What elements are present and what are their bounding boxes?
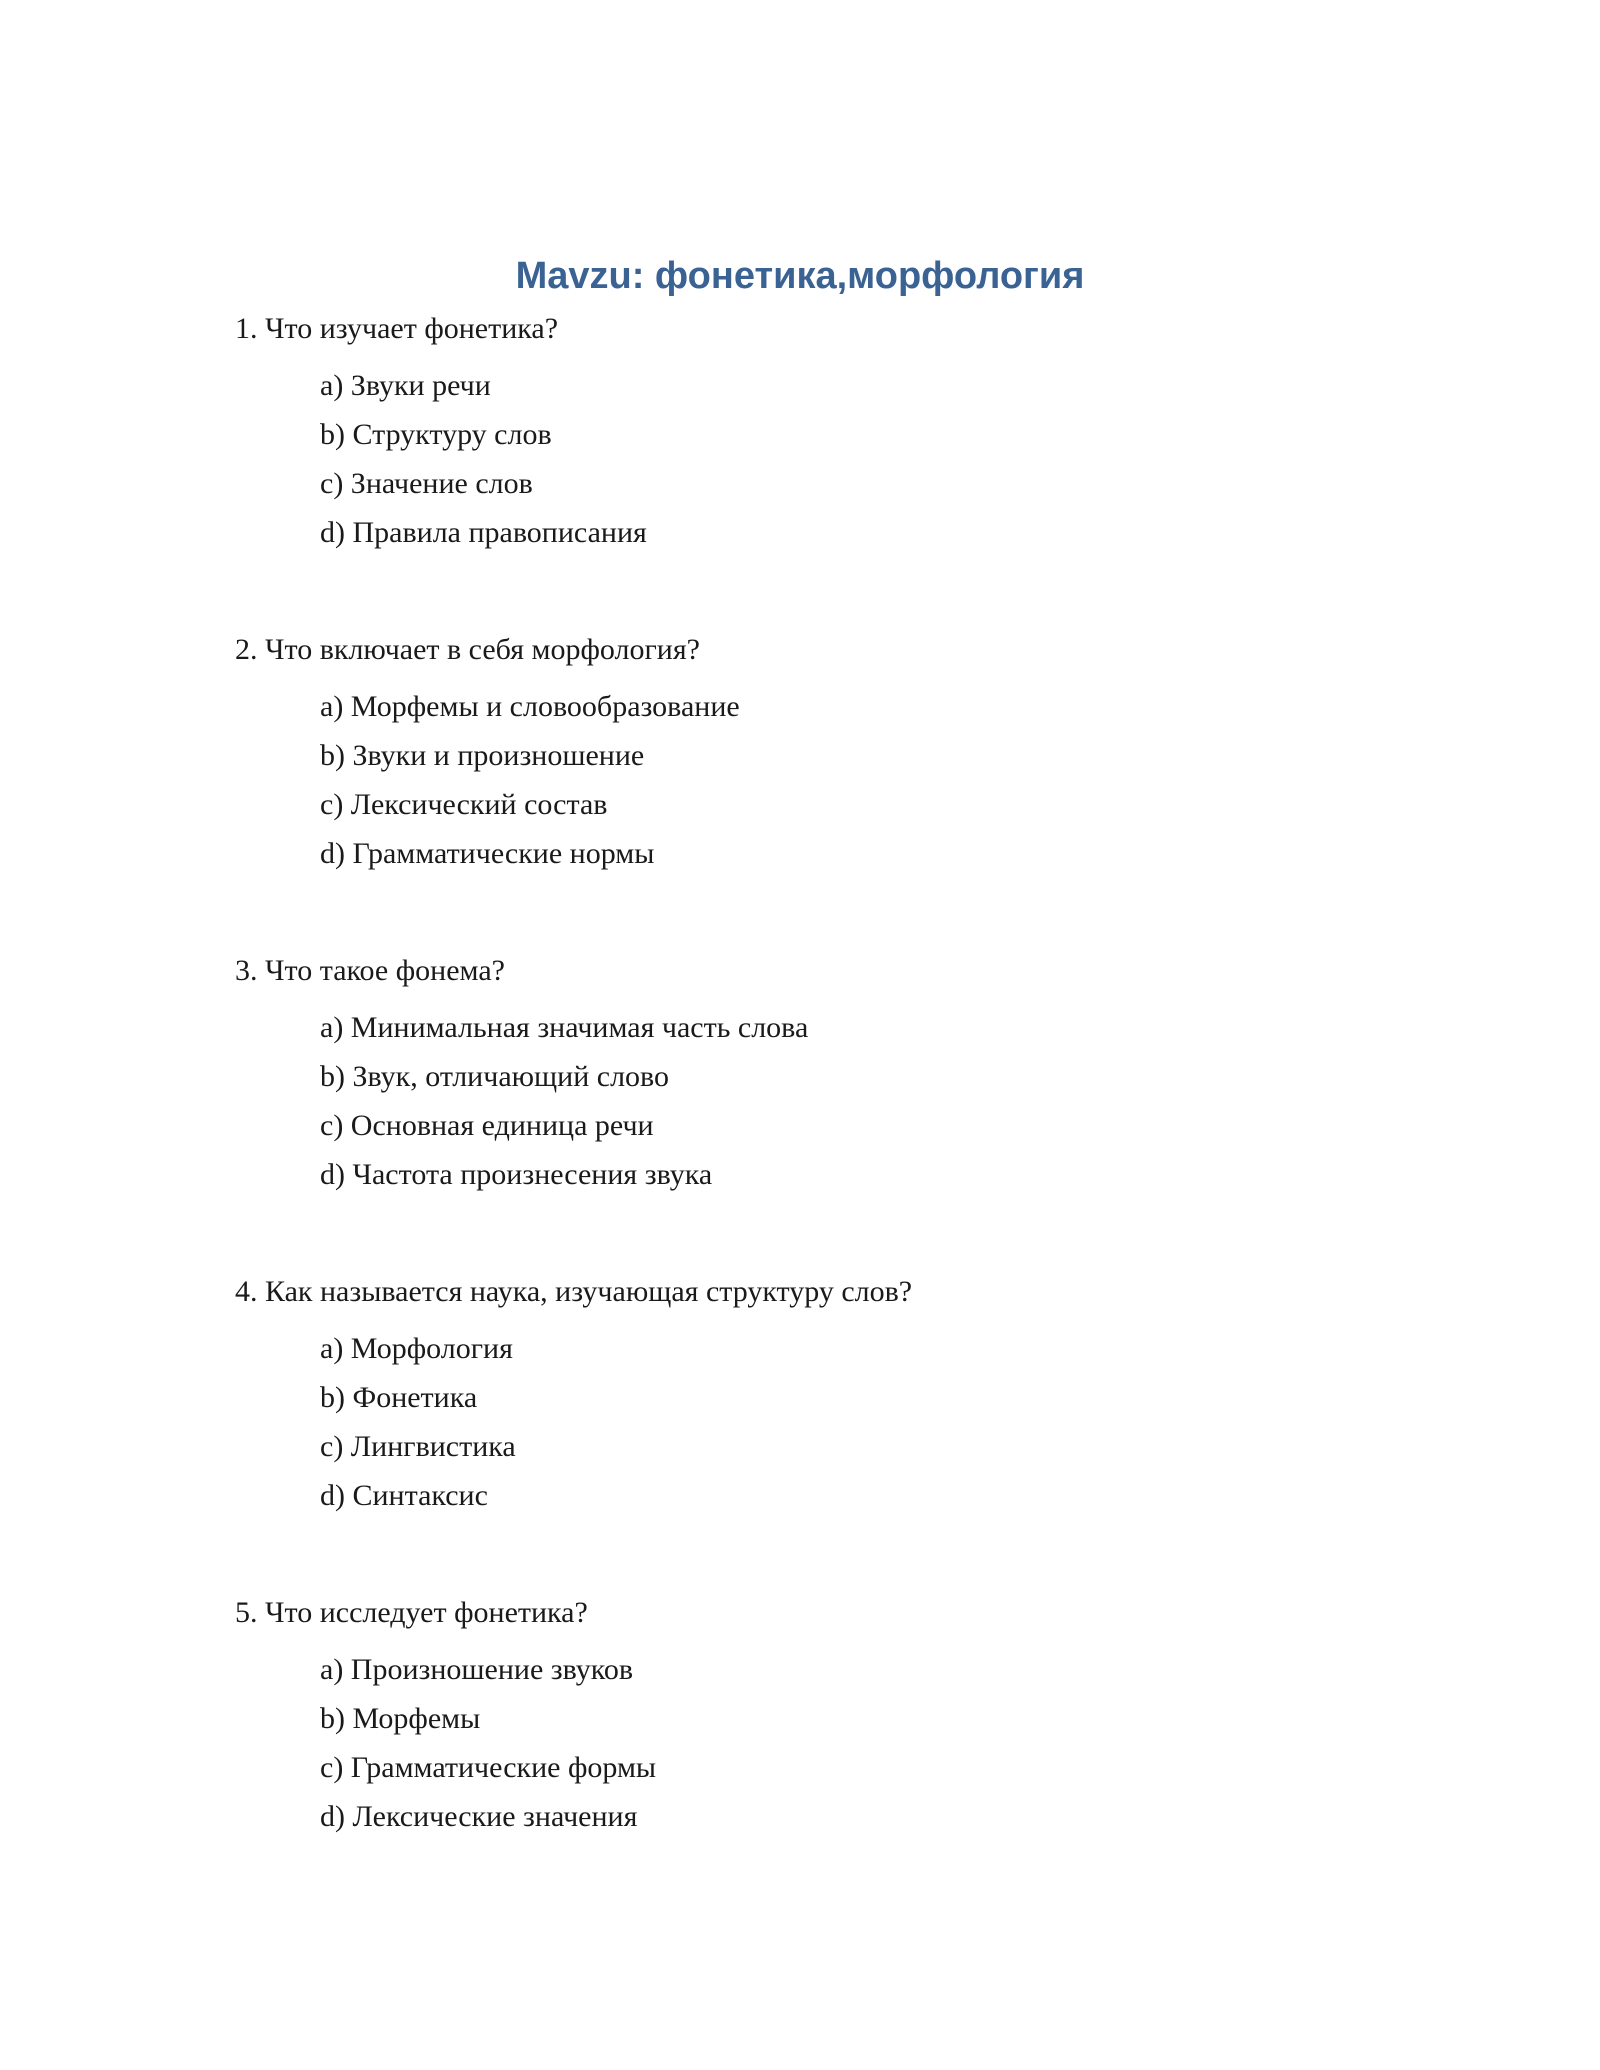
answer-option: a) Минимальная значимая часть слова bbox=[320, 1011, 809, 1044]
question-text: 3. Что такое фонема? bbox=[235, 954, 505, 987]
answer-option: d) Частота произнесения звука bbox=[320, 1158, 713, 1191]
answer-option: c) Лексический состав bbox=[320, 788, 608, 821]
question-text: 2. Что включает в себя морфология? bbox=[235, 633, 700, 666]
answer-option: d) Синтаксис bbox=[320, 1479, 488, 1512]
answer-option: c) Основная единица речи bbox=[320, 1109, 654, 1142]
answer-option: d) Лексические значения bbox=[320, 1800, 638, 1833]
answer-option: a) Морфемы и словообразование bbox=[320, 690, 740, 723]
question-text: 5. Что исследует фонетика? bbox=[235, 1596, 588, 1629]
answer-option: a) Морфология bbox=[320, 1332, 513, 1365]
answer-option: b) Звуки и произношение bbox=[320, 739, 645, 772]
answer-option: d) Правила правописания bbox=[320, 516, 647, 549]
answer-option: c) Лингвистика bbox=[320, 1430, 516, 1463]
answer-option: d) Грамматические нормы bbox=[320, 837, 655, 870]
answer-option: b) Фонетика bbox=[320, 1381, 478, 1414]
question-text: 4. Как называется наука, изучающая структуру слов? bbox=[235, 1275, 913, 1308]
answer-option: c) Значение слов bbox=[320, 467, 533, 500]
answer-option: a) Звуки речи bbox=[320, 369, 491, 402]
question-text: 1. Что изучает фонетика? bbox=[235, 312, 559, 345]
answer-option: a) Произношение звуков bbox=[320, 1653, 633, 1686]
document-title: Mavzu: фонетика,морфология bbox=[515, 255, 1085, 297]
answer-option: b) Морфемы bbox=[320, 1702, 481, 1735]
answer-option: c) Грамматические формы bbox=[320, 1751, 657, 1784]
answer-option: b) Структуру слов bbox=[320, 418, 552, 451]
answer-option: b) Звук, отличающий слово bbox=[320, 1060, 669, 1093]
